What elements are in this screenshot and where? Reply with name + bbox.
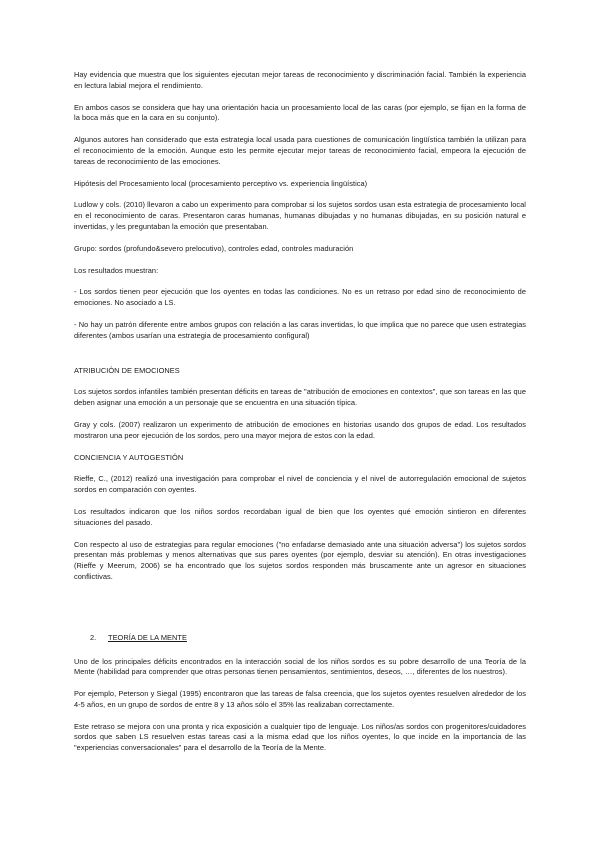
- paragraph-conciencia-1: Rieffe, C., (2012) realizó una investigación para comprobar el nivel de conciencia y el nivel de autorregulación emocional de sujetos sordos en comparación con oyentes.: [74, 474, 526, 495]
- paragraph-conciencia-2: Los resultados indicaron que los niños sordos recordaban igual de bien que los oyentes qué emoción sintieron en diferentes situaciones del pasado.: [74, 506, 526, 527]
- paragraph-teoria-1: Uno de los principales déficits encontrados en la interacción social de los niños sordos es su pobre desarrollo de una Teoría de la Mente (habilidad para comprender que otras personas tienen pensamientos, sentimientos, deseos, …, diferentes de los nuestros).: [74, 656, 526, 677]
- paragraph-conciencia-3: Con respecto al uso de estrategias para regular emociones ("no enfadarse demasiado ante una situación adversa") los sujetos sordos presentan más problemas y menos alternativas que sus pares oyentes (por ejemplo, desviar su atención). En otras investigaciones (Rieffe y Meerum, 2006) se ha encontrado que los sujetos sordos responden más bruscamente ante un agresor en situaciones conflictivas.: [74, 539, 526, 581]
- paragraph-ludlow-experiment: Ludlow y cols. (2010) llevaron a cabo un experimento para comprobar si los sujetos sordos usan esta estrategia de procesamiento local en el reconocimiento de caras. Presentaron caras humanas, humanas dibujadas y no humanas dibujadas, en su posición natural e invertidas, y les preguntaban la emoción que presentaban.: [74, 200, 526, 231]
- result-item-1: - Los sordos tienen peor ejecución que los oyentes en todas las condiciones. No es un retraso por edad sino de reconocimiento de emociones. No asociado a LS.: [74, 287, 526, 308]
- paragraph-teoria-2: Por ejemplo, Peterson y Siegal (1995) encontraron que las tareas de falsa creencia, que los sujetos oyentes resuelven alrededor de los 4-5 años, en un grupo de sordos de entre 8 y 13 años sólo el 35% las realizaban correctamente.: [74, 689, 526, 709]
- paragraph-hypothesis: Hipótesis del Procesamiento local (procesamiento perceptivo vs. experiencia lingüística): [74, 178, 368, 188]
- heading-conciencia: CONCIENCIA Y AUTOGESTIÓN: [74, 452, 184, 462]
- paragraph-authors-strategy: Algunos autores han considerado que esta estrategia local usada para cuestiones de comunicación lingüística también la utilizan para el reconocimiento de la emoción. Aunque esto les permite ejecutar mejor tareas de reconocimiento facial, empeora la ejecución de tareas de reconocimiento de las emociones.: [74, 135, 526, 166]
- section-title: TEORÍA DE LA MENTE: [108, 632, 187, 642]
- paragraph-results-intro: Los resultados muestran:: [74, 265, 159, 275]
- paragraph-groups: Grupo: sordos (profundo&severo prelocutivo), controles edad, controles maduración: [74, 243, 354, 253]
- paragraph-local-processing: En ambos casos se considera que hay una orientación hacia un procesamiento local de las caras (por ejemplo, se fijan en la forma de la boca más que en la cara en su conjunto).: [74, 102, 526, 123]
- result-item-2: - No hay un patrón diferente entre ambos grupos con relación a las caras invertidas, lo que implica que no parece que usen estrategias diferentes (ambos usarían una estrategia de procesamiento configural): [74, 319, 526, 340]
- section-number: 2.: [90, 632, 97, 642]
- paragraph-teoria-3: Este retraso se mejora con una pronta y rica exposición a cualquier tipo de lenguaje. Los niños/as sordos con progenitores/cuidadores sordos que saben LS resuelven estas tareas casi a la misma edad que los niños oyentes, lo que incide en la importancia de las "experiencias conversacionales" para el desarrollo de la Teoría de la Mente.: [74, 721, 526, 753]
- paragraph-atribucion-1: Los sujetos sordos infantiles también presentan déficits en tareas de "atribución de emociones en contextos", que son tareas en las que deben asignar una emoción a un personaje que se encuentra en una situación típica.: [74, 387, 526, 408]
- paragraph-evidence: Hay evidencia que muestra que los siguientes ejecutan mejor tareas de reconocimiento y discriminación facial. También la experiencia en lectura labial mejora el rendimiento.: [74, 70, 526, 90]
- paragraph-atribucion-2: Gray y cols. (2007) realizaron un experimento de atribución de emociones en historias usando dos grupos de edad. Los resultados mostraron una peor ejecución de los sordos, pero una mayor mejora de estos con la edad.: [74, 419, 526, 440]
- heading-teoria-mente: [74, 633, 526, 644]
- heading-atribucion: ATRIBUCIÓN DE EMOCIONES: [74, 365, 180, 375]
